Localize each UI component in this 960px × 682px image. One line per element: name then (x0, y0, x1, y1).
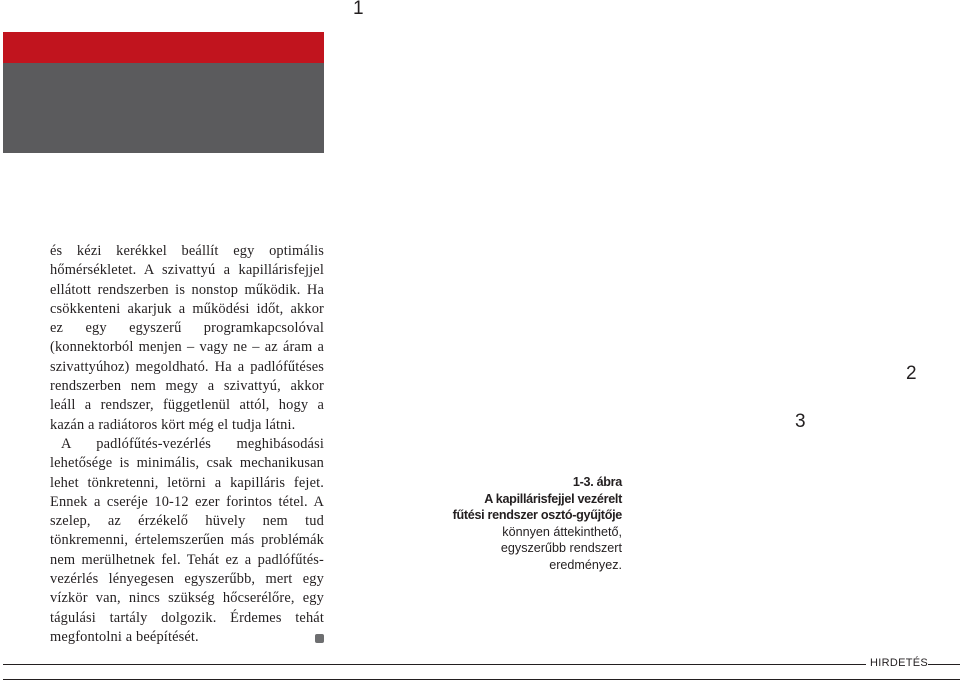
ad-divider-line (3, 664, 960, 665)
caption-text-line-1: könnyen áttekinthető, (502, 524, 622, 539)
gray-header-block (3, 63, 324, 153)
page-number-2: 2 (906, 363, 917, 384)
ad-label: HIRDETÉS (866, 657, 928, 669)
caption-title-line-1: A kapillárisfejjel vezérelt (484, 491, 622, 506)
article-end-mark (315, 634, 324, 643)
figure-caption (430, 474, 622, 573)
red-header-strip (3, 32, 324, 63)
caption-title-line-2: fűtési rendszer osztó-gyűjtője (452, 508, 622, 522)
page-number-1: 1 (353, 0, 364, 19)
caption-text-line-3: eredményez. (549, 557, 622, 572)
caption-text-line-2: egyszerűbb rendszert (500, 541, 622, 555)
article-body (50, 242, 324, 647)
paragraph-2-text: A padlófűtés-vezérlés meghibásodási lehetősége is minimális, csak mechanikusan lehet tönkretenni, letörni a kapilláris fejet. Ennek a cseréje 10-12 ezer forintos tétel. A szelep, az érzékelő hüvely nem tud tönkremenni, értelemszerűen más problémák nem merülhetnek fel. Tehát ez a padlófűtés-vezérlés lényegesen egyszerűbb, mert egy vízkör van, nincs szükség hőcserélőre, egy tágulási tartály dolgozik. Érdemes tehát megfontolni a beépítését. (50, 435, 324, 645)
paragraph-1: és kézi kerékkel beállít egy optimális hőmérsékletet. A szivattyú a kapillárisfejjel ellátott rendszerben is nonstop működik. Ha csökkenteni akarjuk a működési időt, akkor ez egy egyszerű programkapcsolóval (konnektorból menjen – vagy ne – az áram a szivattyúhoz) megoldható. Ha a padlófűtéses rendszerben nem megy a szivattyú, akkor leáll a rendszer, függetlenül attól, hogy a kazán a radiátoros kört még el tudja látni. (50, 243, 324, 433)
ad-bottom-line (3, 679, 960, 680)
caption-number: 1-3. ábra (572, 475, 622, 489)
page-number-3: 3 (795, 411, 806, 432)
paragraph-2 (50, 435, 324, 647)
